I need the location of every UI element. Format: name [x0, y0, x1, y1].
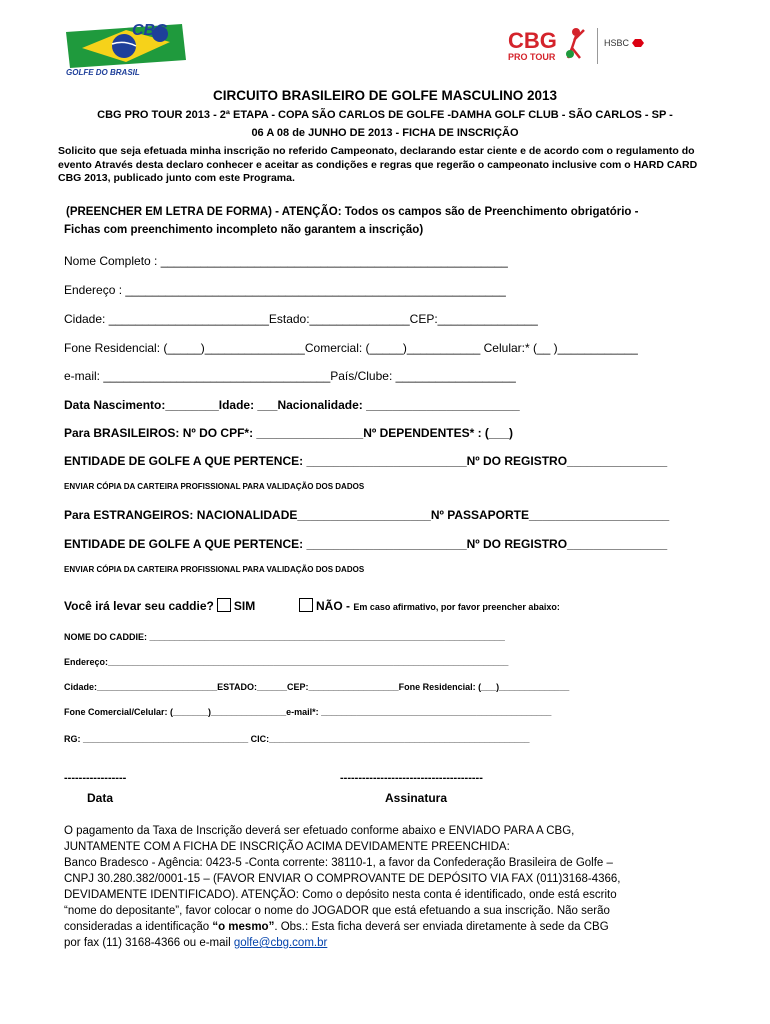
signature-label: Assinatura [385, 791, 448, 805]
cbg-logo-text: CBG [132, 22, 168, 39]
caddie-question-row [64, 598, 255, 613]
payment-line-6: “nome do depositante”, favor colocar o nome do JOGADOR que está efetuando a sua inscrição. Não serão [64, 905, 610, 917]
payment-line-4: CNPJ 30.280.382/0001-15 – (FAVOR ENVIAR O COMPROVANTE DE DEPÓSITO VIA FAX (011)3168-4366, [64, 873, 621, 885]
page-title: CIRCUITO BRASILEIRO DE GOLFE MASCULINO 2013 [212, 88, 558, 103]
field-cidade-caddie[interactable]: Cidade:________________________ESTADO:______CEP:__________________Fone Residencial: (___)______________ [64, 682, 570, 692]
notice-line-1: (PREENCHER EM LETRA DE FORMA) - ATENÇÃO: Todos os campos são de Preenchimento obrigatório - [66, 206, 639, 218]
field-nome-completo[interactable]: Nome Completo : ____________________________________________________ [64, 254, 508, 268]
payment-line-1: O pagamento da Taxa de Inscrição deverá ser efetuado conforme abaixo e ENVIADO PARA A CBG, [64, 825, 575, 837]
cbg-logo-sub: GOLFE DO BRASIL [66, 68, 140, 77]
checkbox-sim[interactable] [217, 598, 231, 612]
checkbox-nao[interactable] [299, 598, 313, 612]
notice-line-2: Fichas com preenchimento incompleto não garantem a inscrição) [64, 224, 424, 236]
field-endereco-caddie[interactable]: Endereço:________________________________________________________________________________ [64, 657, 509, 667]
o-mesmo: “o mesmo” [212, 921, 275, 933]
payment-line-8: por fax (11) 3168-4366 ou e-mail golfe@cbg.com.br [64, 937, 328, 949]
sponsor-hsbc: HSBC [604, 38, 630, 48]
signature-line: --------------------------------------- [340, 772, 483, 784]
cbg-pro-tour-logo [500, 26, 600, 66]
sponsor-block [597, 28, 678, 64]
payment-line-5: DEVIDAMENTE IDENTIFICADO). ATENÇÃO: Como o depósito nesta conta é identificado, onde está escrito [64, 889, 617, 901]
field-nome-caddie[interactable]: NOME DO CADDIE: _______________________________________________________________________ [64, 632, 505, 642]
hsbc-hexagon-icon [632, 39, 644, 47]
field-fone-caddie[interactable]: Fone Comercial/Celular: (_______)_______________e-mail*: ______________________________________________ [64, 707, 552, 717]
field-data-nascimento[interactable]: Data Nascimento:________Idade: ___Nacionalidade: _______________________ [64, 398, 520, 412]
payment-line-2: JUNTAMENTE COM A FICHA DE INSCRIÇÃO ACIMA DEVIDAMENTE PREENCHIDA: [64, 841, 510, 853]
date-line: ----------------- [64, 772, 127, 784]
cbg-logo [62, 20, 192, 80]
caddie-nao-row [296, 598, 560, 613]
field-entidade-1[interactable]: ENTIDADE DE GOLFE A QUE PERTENCE: ________________________Nº DO REGISTRO_______________ [64, 454, 668, 468]
note-carteira-2: ENVIAR CÓPIA DA CARTEIRA PROFISSIONAL PARA VALIDAÇÃO DOS DADOS [64, 565, 365, 574]
golfer-icon [562, 26, 588, 60]
field-rg-caddie[interactable]: RG: _________________________________ CIC:____________________________________________________ [64, 734, 530, 744]
subtitle-event: CBG PRO TOUR 2013 - 2ª ETAPA - COPA SÃO CARLOS DE GOLFE -DAMHA GOLF CLUB - SÃO CARLOS - SP - [97, 109, 673, 121]
pro-tour-logo-sub: PRO TOUR [508, 52, 556, 62]
field-entidade-2[interactable]: ENTIDADE DE GOLFE A QUE PERTENCE: ________________________Nº DO REGISTRO_______________ [64, 537, 668, 551]
pro-tour-logo-text: CBG [508, 28, 557, 53]
intro-text: Solicito que seja efetuada minha inscrição no referido Campeonato, declarando estar ciente e de acordo com o regulamento do evento Através desta declaro conhecer e aceitar as condições e regras que regerão o campeonato inclusive com o HARD CARD CBG 2013, publicado junto com este Programa. [58, 145, 698, 184]
note-carteira-1: ENVIAR CÓPIA DA CARTEIRA PROFISSIONAL PARA VALIDAÇÃO DOS DADOS [64, 482, 365, 491]
caddie-note: Em caso afirmativo, por favor preencher abaixo: [353, 602, 560, 612]
payment-line-3: Banco Bradesco - Agência: 0423-5 -Conta corrente: 38110-1, a favor da Confederação Brasileira de Golfe – [64, 857, 613, 869]
field-email[interactable]: e-mail: __________________________________País/Clube: __________________ [64, 369, 516, 383]
field-cidade[interactable]: Cidade: ________________________Estado:_______________CEP:_______________ [64, 312, 538, 326]
caddie-nao-label: NÃO - [316, 599, 350, 613]
caddie-question: Você irá levar seu caddie? [64, 599, 214, 613]
payment-info [64, 823, 714, 951]
caddie-sim-label: SIM [233, 599, 256, 613]
field-endereco[interactable]: Endereço : _________________________________________________________ [64, 283, 506, 297]
payment-line-7: consideradas a identificação “o mesmo”. Obs.: Esta ficha deverá ser enviada diretamente à sede da CBG [64, 921, 609, 933]
email-link[interactable]: golfe@cbg.com.br [233, 937, 328, 949]
date-label: Data [87, 791, 114, 805]
field-fone[interactable]: Fone Residencial: (_____)_______________Comercial: (_____)___________ Celular:* (__ )____________ [64, 341, 638, 355]
subtitle-date: 06 A 08 de JUNHO DE 2013 - FICHA DE INSCRIÇÃO [251, 127, 519, 139]
field-estrangeiros[interactable]: Para ESTRANGEIROS: NACIONALIDADE____________________Nº PASSAPORTE_____________________ [64, 508, 670, 522]
field-cpf[interactable]: Para BRASILEIROS: Nº DO CPF*: ________________Nº DEPENDENTES* : (___) [64, 426, 513, 440]
